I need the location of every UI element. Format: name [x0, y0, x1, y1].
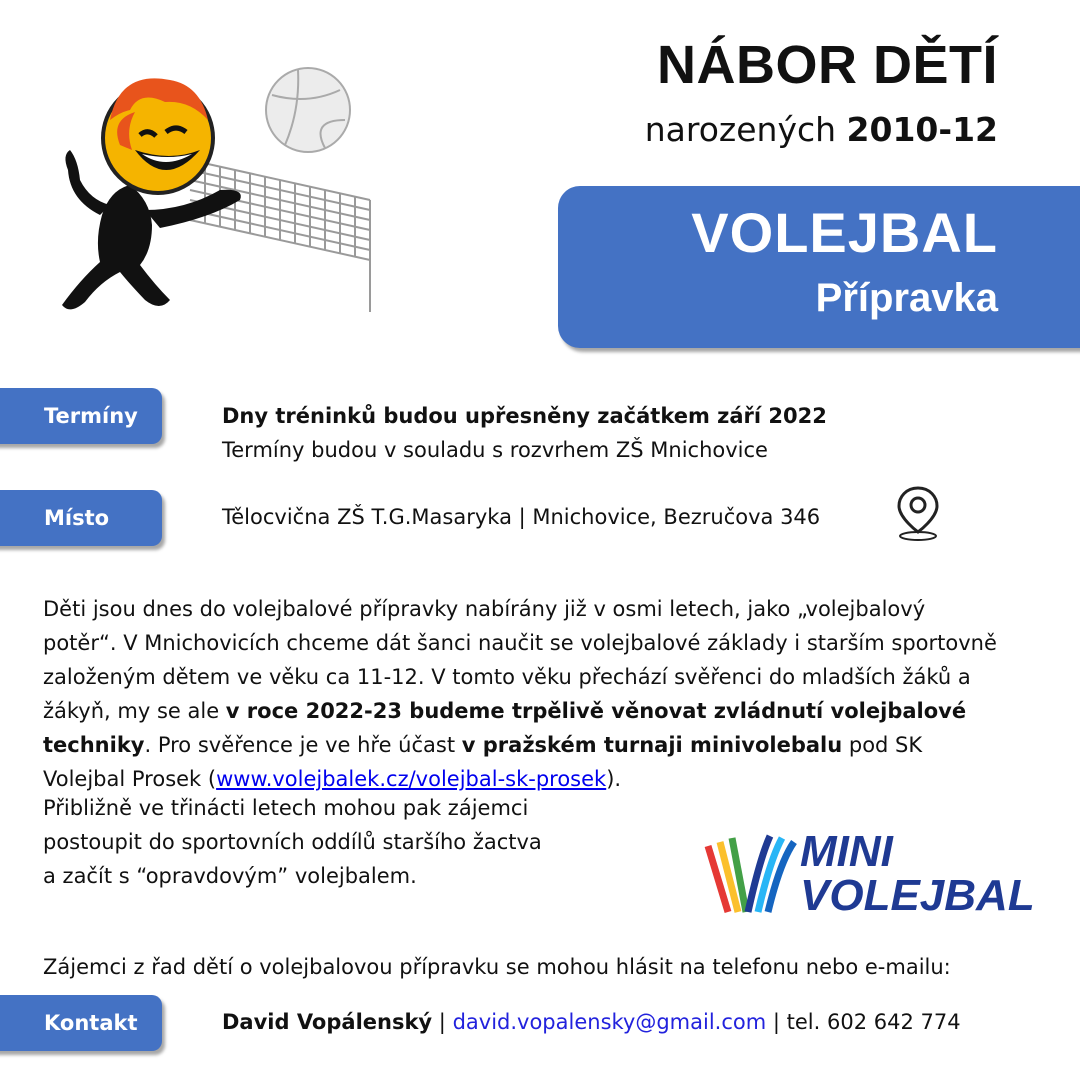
volleyball-icon	[266, 68, 350, 152]
minivolejbal-logo-icon	[704, 828, 800, 918]
paragraph-bold2: v pražském turnaji minivolebalu	[461, 733, 843, 757]
contact-email-link[interactable]: david.vopalensky@gmail.com	[452, 1010, 767, 1034]
contact-line	[222, 1010, 961, 1034]
paragraph-line-a: Přibližně ve třinácti letech mohou pak zájemci	[43, 796, 529, 820]
interest-line: Zájemci z řad dětí o volejbalovou přípravku se mohou hlásit na telefonu nebo e-mailu:	[43, 955, 951, 979]
contact-sep1: |	[432, 1010, 453, 1034]
tab-terminy: Termíny	[0, 388, 162, 444]
tab-kontakt: Kontakt	[0, 995, 162, 1051]
subtitle-prefix: narozených	[644, 110, 847, 149]
volejbalek-link[interactable]: www.volejbalek.cz/volejbal-sk-prosek	[216, 767, 607, 791]
contact-name: David Vopálenský	[222, 1010, 433, 1034]
location-pin-icon	[894, 484, 942, 542]
page-subtitle	[645, 110, 998, 149]
paragraph-line-c: a začít s “opravdovým” volejbalem.	[43, 864, 417, 888]
banner-main-text: VOLEJBAL	[691, 201, 998, 264]
subtitle-years: 2010-12	[846, 110, 998, 149]
minivolejbal-logo-text	[800, 827, 1035, 920]
paragraph-bold1: v roce 2022-23 budeme trpělivě věnovat zvládnutí volejbalové techniky	[43, 699, 967, 757]
tab-misto: Místo	[0, 490, 162, 546]
misto-address: Tělocvična ZŠ T.G.Masaryka | Mnichovice, Bezručova 346	[222, 505, 821, 529]
paragraph-line-b: postoupit do sportovních oddílů staršího žactva	[43, 830, 542, 854]
smiley-head	[103, 78, 213, 193]
description-paragraph	[43, 592, 1003, 796]
net-graphic	[190, 160, 370, 312]
terminy-line2: Termíny budou v souladu s rozvrhem ZŠ Mnichovice	[222, 438, 768, 462]
contact-phone: tel. 602 642 774	[786, 1010, 961, 1034]
mini-logo-line1: MINI	[800, 827, 893, 876]
paragraph-part4: ).	[606, 767, 622, 791]
page-title: NÁBOR DĚTÍ	[657, 35, 998, 95]
terminy-line1: Dny tréninků budou upřesněny začátkem září 2022	[222, 404, 827, 428]
paragraph-part2: . Pro svěřence je ve hře účast	[144, 733, 462, 757]
paragraph-part3: pod SK Volejbal Prosek (	[43, 733, 923, 791]
mini-logo-line2: VOLEJBAL	[800, 871, 1035, 920]
volleyball-player-illustration	[40, 50, 390, 320]
banner-sub-text: Přípravka	[815, 276, 998, 320]
contact-sep2: |	[766, 1010, 787, 1034]
paragraph-part1: Děti jsou dnes do volejbalové přípravky nabírány již v osmi letech, jako „volejbalový potěr“. V Mnichovicích chceme dát šanci naučit se volejbalové základy i starším sportovně založeným dětem ve věku ca 11-12. V tomto věku přechází svěřenci do mladších žáků a žákyň, my se ale	[43, 597, 997, 723]
